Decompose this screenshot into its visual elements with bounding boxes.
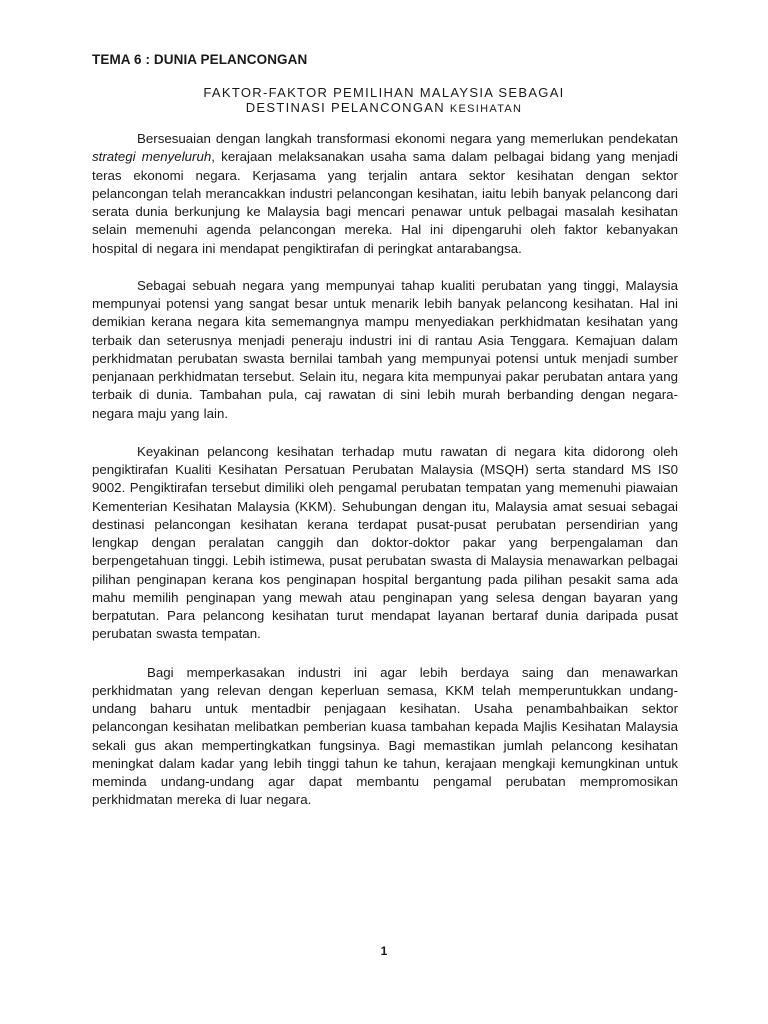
title-line-1: FAKTOR-FAKTOR PEMILIHAN MALAYSIA SEBAGAI [203,85,565,100]
paragraph-4: Bagi memperkasakan industri ini agar lebih berdaya saing dan menawarkan perkhidmatan yang relevan dengan keperluan semasa, KKM telah memperuntukkan undang-undang baharu untuk mentadbir penjagaan kesihatan. Usaha penambahbaikan sektor pelancongan kesihatan melibatkan pemberian kuasa tambahan kepada Majlis Kesihatan Malaysia sekali gus akan mempertingkatkan fungsinya. Bagi memastikan jumlah pelancong kesihatan meningkat dalam kadar yang lebih tinggi tahun ke tahun, kerajaan mengkaji kemungkinan untuk meminda undang-undang agar dapat membantu pengamal perubatan mempromosikan perkhidmatan mereka di luar negara. [92,664,678,808]
paragraph-1-text-a: Bersesuaian dengan langkah transformasi ekonomi negara yang memerlukan pendekatan [137,131,678,146]
paragraph-1-text-b: , kerajaan melaksanakan usaha sama dalam pelbagai bidang yang menjadi teras ekonomi negara. Kerjasama yang terjalin antara sektor kesihatan dengan sektor pelancongan telah merancakkan industri pelancongan kesihatan, iaitu lebih banyak pelancong dari serata dunia berkunjung ke Malaysia bagi mencari penawar untuk pelbagai masalah kesihatan selain memenuhi agenda pelancongan mereka. Hal ini dipengaruhi oleh faktor kebanyakan hospital di negara ini mendapat pengiktirafan di peringkat antarabangsa. [92,149,678,256]
title-line-2 [92,100,676,117]
paragraph-3: Keyakinan pelancong kesihatan terhadap mutu rawatan di negara kita didorong oleh pengiktirafan Kualiti Kesihatan Persatuan Perubatan Malaysia (MSQH) serta standard MS IS0 9002. Pengiktirafan tersebut dimiliki oleh pengamal perubatan tempatan yang memenuhi piawaian Kementerian Kesihatan Malaysia (KKM). Sehubungan dengan itu, Malaysia amat sesuai sebagai destinasi pelancongan kesihatan kerana terdapat pusat-pusat perubatan persendirian yang lengkap dengan peralatan canggih dan doktor-doktor pakar yang berpengalaman dan berpengetahuan tinggi. Lebih istimewa, pusat perubatan swasta di Malaysia menawarkan pelbagai pilihan penginapan kerana kos penginapan hospital bergantung pada pilihan pesakit sama ada mahu memilih penginapan yang mewah atau penginapan yang selesa dengan bayaran yang berpatutan. Para pelancong kesihatan turut mendapat layanan bertaraf dunia daripada pusat perubatan swasta tempatan. [92,443,678,642]
document-title [92,85,676,117]
paragraph-2: Sebagai sebuah negara yang mempunyai tahap kualiti perubatan yang tinggi, Malaysia mempunyai potensi yang sangat besar untuk menarik lebih banyak pelancong kesihatan. Hal ini demikian kerana negara kita sememangnya mampu menyediakan perkhidmatan kesihatan yang terbaik dan seterusnya menjadi peneraju industri ini di rantau Asia Tenggara. Kemajuan dalam perkhidmatan perubatan swasta bernilai tambah yang mempunyai potensi untuk menjadi sumber penjanaan perkhidmatan tersebut. Selain itu, negara kita mempunyai pakar perubatan antara yang terbaik di dunia. Tambahan pula, caj rawatan di sini lebih murah berbanding dengan negara-negara maju yang lain. [92,277,678,421]
title-line-2-tail: KESIHATAN [449,103,523,115]
paragraph-1-emphasis: strategi menyeluruh [92,149,212,165]
page-number: 1 [380,944,388,958]
paragraph-1 [92,130,678,258]
theme-heading: TEMA 6 : DUNIA PELANCONGAN [92,52,308,67]
title-line-2-main: DESTINASI PELANCONGAN [245,100,450,115]
document-body [92,130,678,810]
